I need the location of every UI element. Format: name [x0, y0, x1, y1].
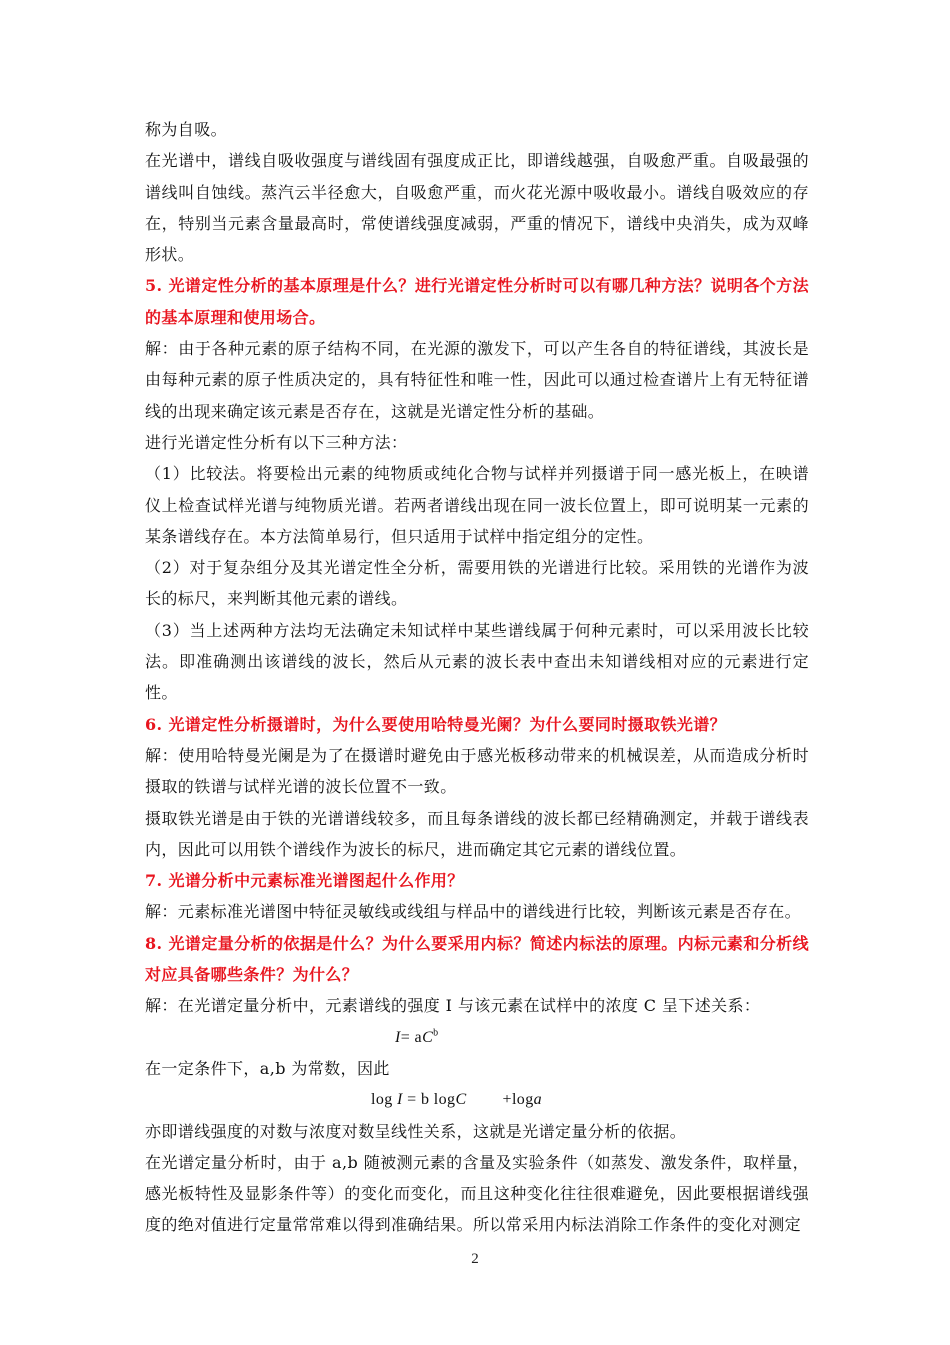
formula-intensity — [145, 1022, 809, 1053]
answer-paragraph: 在光谱定量分析时，由于 a,b 随被测元素的含量及实验条件（如蒸发、激发条件，取样量，感光板特性及显影条件等）的变化而变化，而且这种变化往往很难避免，因此要根据谱线强度的绝对值进行定量常常难以得到准确结果。所以常采用内标法消除工作条件的变化对测定 — [145, 1152, 809, 1235]
formula-symbol: C — [422, 1028, 434, 1046]
question-5: 5. 光谱定性分析的基本原理是什么？进行光谱定性分析时可以有哪几种方法？说明各个方法的基本原理和使用场合。 — [145, 276, 809, 327]
formula-text: log — [371, 1091, 398, 1109]
paragraph: 在光谱中，谱线自吸收强度与谱线固有强度成正比，即谱线越强，自吸愈严重。自吸最强的谱线叫自蚀线。蒸汽云半径愈大，自吸愈严重，而火花光源中吸收最小。谱线自吸效应的存在，特别当元素含量最高时，常使谱线强度减弱，严重的情况下，谱线中央消失，成为双峰形状。 — [145, 151, 809, 265]
page-content — [145, 114, 809, 1241]
formula-text: +log — [502, 1091, 534, 1109]
paragraph: 称为自吸。 — [145, 120, 228, 139]
formula-symbol: C — [455, 1091, 467, 1109]
answer-paragraph: 亦即谱线强度的对数与浓度对数呈线性关系，这就是光谱定量分析的依据。 — [145, 1121, 687, 1141]
answer-paragraph: 进行光谱定性分析有以下三种方法： — [145, 432, 408, 452]
answer-paragraph: 解：使用哈特曼光阑是为了在摄谱时避免由于感光板移动带来的机械误差，从而造成分析时摄取的铁谱与试样光谱的波长位置不一致。 — [145, 745, 809, 797]
formula-exponent: b — [433, 1027, 439, 1039]
method-2: （2）对于复杂组分及其光谱定性全分析，需要用铁的光谱进行比较。采用铁的光谱作为波长的标尺，来判断其他元素的谱线。 — [145, 558, 809, 609]
formula-text: = b log — [402, 1091, 456, 1109]
formula-symbol: I — [397, 1091, 403, 1109]
formula-text: = a — [400, 1028, 423, 1046]
formula-log — [145, 1084, 809, 1115]
answer-paragraph: 解：元素标准光谱图中特征灵敏线或线组与样品中的谱线进行比较，判断该元素是否存在。 — [145, 902, 802, 922]
answer-paragraph: 在一定条件下，a,b 为常数，因此 — [145, 1058, 390, 1078]
method-3: （3）当上述两种方法均无法确定未知试样中某些谱线属于何种元素时，可以采用波长比较法。即准确测出该谱线的波长，然后从元素的波长表中查出未知谱线相对应的元素进行定性。 — [145, 620, 809, 703]
formula-symbol: I — [395, 1028, 401, 1046]
answer-paragraph: 解：在光谱定量分析中，元素谱线的强度 I 与该元素在试样中的浓度 C 呈下述关系： — [145, 996, 761, 1016]
method-1: （1）比较法。将要检出元素的纯物质或纯化合物与试样并列摄谱于同一感光板上，在映谱仪上检查试样光谱与纯物质光谱。若两者谱线出现在同一波长位置上，即可说明某一元素的某条谱线存在。本方法简单易行，但只适用于试样中指定组分的定性。 — [145, 464, 809, 546]
answer-paragraph: 摄取铁光谱是由于铁的光谱谱线较多，而且每条谱线的波长都已经精确测定，并载于谱线表内，因此可以用铁个谱线作为波长的标尺，进而确定其它元素的谱线位置。 — [145, 808, 809, 859]
answer-paragraph: 解：由于各种元素的原子结构不同，在光源的激发下，可以产生各自的特征谱线，其波长是由每种元素的原子性质决定的，具有特征性和唯一性，因此可以通过检查谱片上有无特征谱线的出现来确定该元素是否存在，这就是光谱定性分析的基础。 — [145, 339, 809, 421]
question-8: 8. 光谱定量分析的依据是什么？为什么要采用内标？简述内标法的原理。内标元素和分析线对应具备哪些条件？为什么？ — [145, 933, 809, 985]
formula-symbol: a — [533, 1091, 543, 1109]
question-6: 6. 光谱定性分析摄谱时，为什么要使用哈特曼光阑？为什么要同时摄取铁光谱？ — [145, 714, 727, 734]
question-7: 7. 光谱分析中元素标准光谱图起什么作用？ — [145, 871, 464, 891]
page-number: 2 — [471, 1251, 479, 1267]
